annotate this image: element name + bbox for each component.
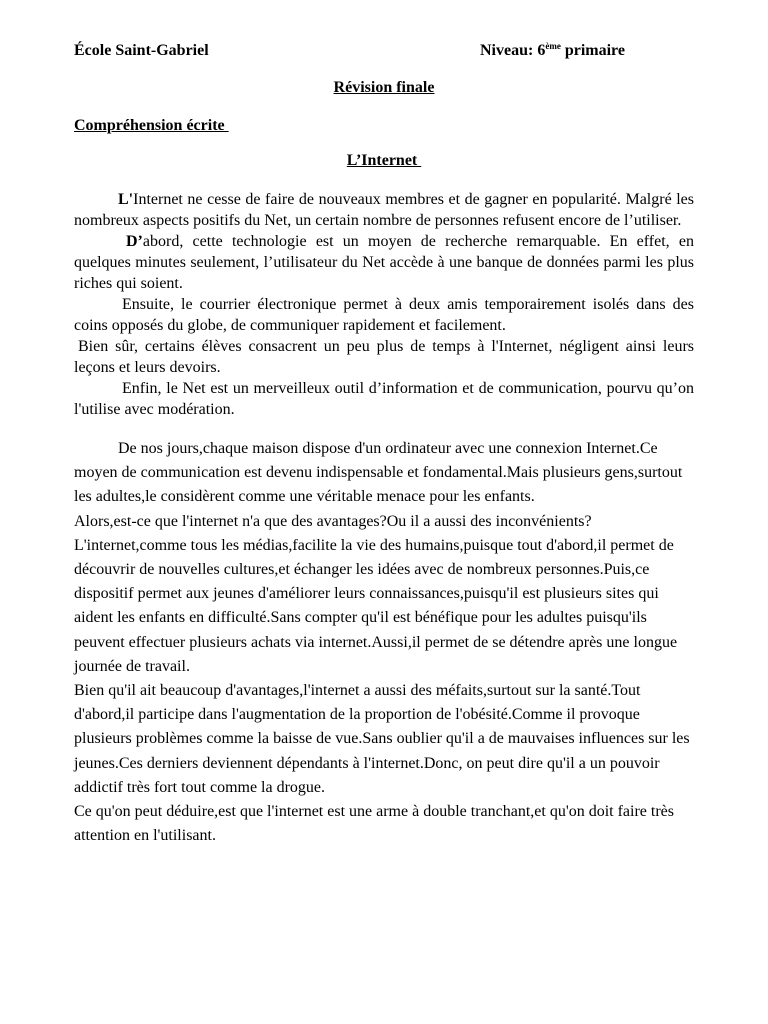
grade-level	[480, 42, 625, 60]
paragraph-5: Enfin, le Net est un merveilleux outil d’information et de communication, pourvu qu’on l'utilise avec modération.	[74, 380, 694, 418]
paragraph-9: Bien qu'il ait beaucoup d'avantages,l'internet a aussi des méfaits,surtout sur la santé.Tout d'abord,il participe dans l'augmentation de la proportion de l'obésité.Comme il provoque plusieurs problèmes comme la baisse de vue.Sans oublier qu'il a de mauvaises influences sur les jeunes.Ces derniers deviennent dépendants à l'internet.Donc, on peut dire qu'il a un pouvoir addictif très fort tout comme la drogue.	[74, 682, 690, 796]
reading-text-part-2	[74, 437, 694, 848]
section-title: Compréhension écrite	[74, 117, 229, 134]
paragraph-3: Ensuite, le courrier électronique permet à deux amis temporairement isolés dans des coins opposés du globe, de communiquer rapidement et facilement.	[74, 296, 694, 334]
grade-level-suffix: primaire	[560, 42, 625, 59]
paragraph-7: Alors,est-ce que l'internet n'a que des avantages?Ou il a aussi des inconvénients?	[74, 512, 592, 530]
school-name: École Saint-Gabriel	[74, 42, 209, 59]
paragraph-8: L'internet,comme tous les médias,facilite la vie des humains,puisque tout d'abord,il permet de découvrir de nouvelles cultures,et échanger les idées avec de nombreux personnes.Puis,ce dispositif permet aux jeunes d'améliorer leurs connaissances,puisqu'il est plusieurs sites qui aident les enfants en difficulté.Sans compter qu'il est bénéfique pour les adultes puisqu'ils peuvent effectuer plusieurs achats via internet.Aussi,il permet de se détendre après une longue journée de travail.	[74, 536, 678, 675]
grade-level-prefix: Niveau: 6	[480, 42, 546, 59]
paragraph-1	[74, 189, 694, 231]
paragraph-2-lead: D’	[126, 233, 143, 250]
paragraph-2	[74, 231, 694, 294]
paragraph-6: De nos jours,chaque maison dispose d'un ordinateur avec une connexion Internet.Ce moyen de communication est devenu indispensable et fondamental.Mais plusieurs gens,surtout les adultes,le considèrent comme une véritable menace pour les enfants.	[74, 440, 683, 506]
reading-text-part-1	[74, 189, 694, 420]
document-header	[74, 42, 694, 64]
text-title: L’Internet	[346, 152, 422, 169]
paragraph-2-body: abord, cette technologie est un moyen de recherche remarquable. En effet, en quelques minutes seulement, l’utilisateur du Net accède à une banque de données parmi les plus riches qui soient.	[74, 233, 694, 292]
grade-level-superscript: ème	[545, 41, 561, 51]
paragraph-4: Bien sûr, certains élèves consacrent un peu plus de temps à l'Internet, négligent ainsi leurs leçons et leurs devoirs.	[74, 338, 694, 376]
page-title: Révision finale	[333, 79, 435, 96]
paragraph-1-lead: L'	[118, 191, 134, 208]
paragraph-1-body: Internet ne cesse de faire de nouveaux membres et de gagner en popularité. Malgré les nombreux aspects positifs du Net, un certain nombre de personnes refusent encore de l’utiliser.	[74, 191, 694, 229]
paragraph-10: Ce qu'on peut déduire,est que l'internet est une arme à double tranchant,et qu'on doit faire très attention en l'utilisant.	[74, 803, 674, 845]
